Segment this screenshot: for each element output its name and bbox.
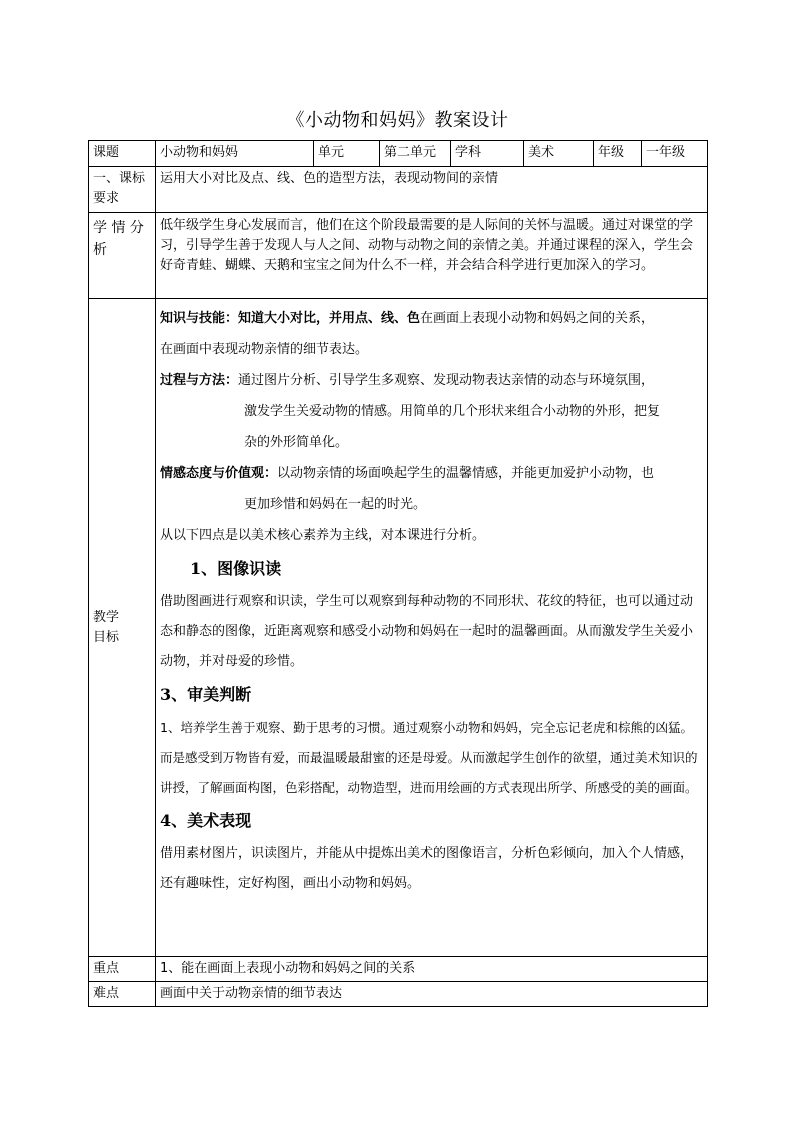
analysis-row [89, 213, 708, 299]
lesson-plan-table [88, 140, 708, 1007]
objectives-label-line2: 目标 [93, 629, 120, 645]
emotion-line-1 [160, 458, 703, 489]
difficulty-text: 画面中关于动物亲情的细节表达 [156, 982, 708, 1007]
unit-value: 第二单元 [380, 141, 451, 167]
subject-label: 学科 [451, 141, 524, 167]
emotion-text-1: 以动物亲情的场面唤起学生的温馨情感，并能更加爱护小动物，也 [277, 466, 655, 481]
document-title: 《小动物和妈妈》教案设计 [286, 110, 509, 131]
standard-label-line1: 一、课标 [93, 171, 146, 186]
subject-value: 美术 [524, 141, 594, 167]
standard-text: 运用大小对比及点、线、色的造型方法，表现动物间的亲情 [156, 167, 708, 213]
process-text-3: 杂的外形简单化。 [244, 435, 349, 450]
key-point-text: 1、能在画面上表现小动物和妈妈之间的关系 [156, 957, 708, 982]
section-3-text: 1、培养学生善于观察、勤于思考的习惯。通过观察小动物和妈妈，完全忘记老虎和棕熊的凶猛。而是感受到万物皆有爱，而最温暖最甜蜜的还是母爱。从而激起学生创作的欲望，通过美术知识的讲授，了解画面构图，色彩搭配，动物造型，进而用绘画的方式表现出所学、所感受的美的画面。 [160, 720, 698, 795]
section-1-text: 借助图画进行观察和识读，学生可以观察到每种动物的不同形状、花纹的特征，也可以通过动态和静态的图像，近距离观察和感受小动物和妈妈在一起时的温馨画面。从而激发学生关爱小动物，并对母爱的珍惜。 [160, 594, 694, 669]
difficulty-label: 难点 [89, 982, 156, 1007]
emotion-text-2: 更加珍惜和妈妈在一起的时光。 [244, 497, 427, 512]
objectives-row [89, 299, 708, 957]
analysis-label [89, 213, 156, 299]
key-point-label: 重点 [89, 957, 156, 982]
objectives-content [156, 299, 708, 957]
objectives-intro: 从以下四点是以美术核心素养为主线，对本课进行分析。 [160, 528, 486, 543]
process-text-1: 通过图片分析、引导学生多观察、发现动物表达亲情的动态与环境氛围， [238, 373, 655, 388]
analysis-label-line2: 析 [93, 242, 107, 258]
knowledge-line-1 [160, 303, 703, 334]
standard-label [89, 167, 156, 213]
analysis-text: 低年级学生身心发展而言，他们在这个阶段最需要的是人际间的关怀与温暖。通过对课堂的学习，引导学生善于发现人与人之间、动物与动物之间的亲情之美。并通过课程的深入，学生会好奇青蛙、蝴蝶、天鹅和宝宝之间为什么不一样，并会结合科学进行更加深入的学习。 [156, 213, 708, 299]
key-point-row [89, 957, 708, 982]
knowledge-heading: 知识与技能：知道大小对比，并用点、线、色 [160, 311, 421, 326]
process-text-2: 激发学生关爱动物的情感。用简单的几个形状来组合小动物的外形，把复 [244, 404, 661, 419]
objectives-label [89, 299, 156, 957]
header-row [89, 141, 708, 167]
course-value: 小动物和妈妈 [156, 141, 314, 167]
standard-label-line2: 要求 [93, 191, 120, 206]
section-1-title: 1、图像识读 [190, 559, 282, 578]
section-4-text: 借用素材图片，识读图片，并能从中提炼出美术的图像语言，分析色彩倾向，加入个人情感，还有趣味性，定好构图，画出小动物和妈妈。 [160, 846, 694, 891]
knowledge-text-1: 在画面上表现小动物和妈妈之间的关系， [420, 311, 655, 326]
knowledge-text-2: 在画面中表现动物亲情的细节表达。 [160, 342, 369, 357]
section-4-title: 4、美术表现 [160, 811, 252, 830]
grade-label: 年级 [594, 141, 642, 167]
process-line-1 [160, 365, 703, 396]
section-3-title: 3、审美判断 [160, 685, 252, 704]
difficulty-row [89, 982, 708, 1007]
emotion-heading: 情感态度与价值观： [160, 466, 278, 481]
course-label: 课题 [89, 141, 156, 167]
objectives-label-line1: 教学 [93, 609, 120, 625]
grade-value: 一年级 [642, 141, 708, 167]
process-heading: 过程与方法： [160, 373, 239, 388]
unit-label: 单元 [314, 141, 380, 167]
standard-row [89, 167, 708, 213]
analysis-label-line1: 学 情 分 [93, 220, 144, 236]
